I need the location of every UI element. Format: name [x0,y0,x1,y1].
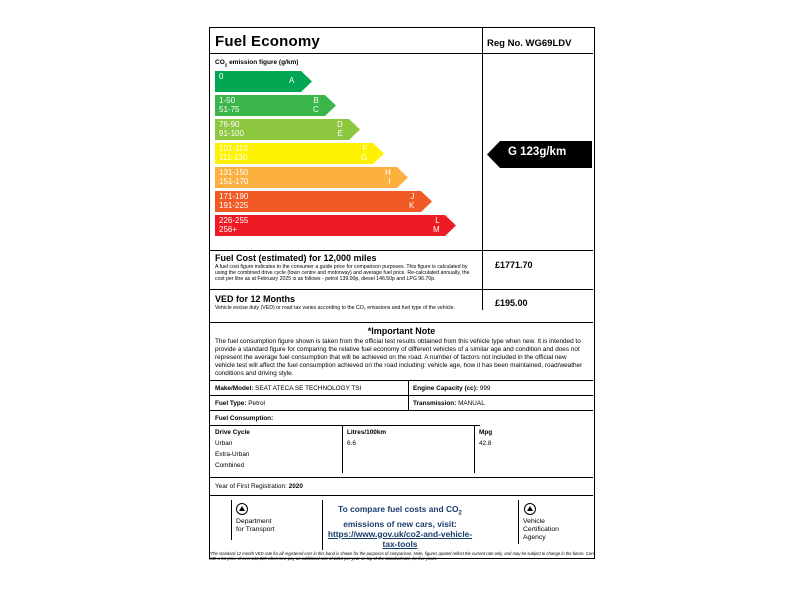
emission-band-5 [215,191,432,210]
divider [210,322,593,323]
col-litres: Litres/100km [347,429,387,436]
divider [210,250,593,251]
ved-heading: VED for 12 Months [215,294,296,304]
row-urban-cycle: Urban [215,440,233,447]
ved-value: £195.00 [495,298,528,308]
row-extra-urban-cycle: Extra-Urban [215,451,250,458]
fuel-cost-value: £1771.70 [495,260,533,270]
emission-band-1 [215,95,336,114]
first-registration-field: Year of First Registration: 2020 [215,483,303,490]
divider [210,380,593,381]
important-note [210,326,593,336]
band-range: 101-110 111-130 [219,144,248,162]
divider [210,395,593,396]
fuel-economy-label [209,27,595,559]
band-range: 131-150 151-170 [219,168,249,186]
row-combined-cycle: Combined [215,462,245,469]
compare-text: To compare fuel costs and $CO_2$ emissions of new cars, visit: https://www.gov.uk/co2-and-vehicle- tax-tools [310,504,490,549]
band-range: 76-90 91-100 [219,120,244,138]
band-range: 0 [219,72,224,81]
dft-name: Department for Transport [236,518,275,533]
col-drive-cycle: Drive Cycle [215,429,250,436]
emission-band-4 [215,167,408,186]
band-letter: D E [337,120,343,138]
emission-band-2 [215,119,360,138]
compare-link-cont[interactable]: tax-tools [382,538,418,549]
vca-logo [512,500,592,550]
emission-band-6 [215,215,456,234]
consumption-heading: Fuel Consumption: [215,415,274,422]
divider [210,289,593,290]
col-mpg: Mpg [479,429,493,436]
band-range: 171-190 191-225 [219,192,249,210]
consumption-table [210,425,593,473]
divider [210,410,593,411]
current-rating-arrow [487,141,592,173]
fuel-cost-heading: Fuel Cost (estimated) for 12,000 miles [215,253,377,263]
vca-name: Vehicle Certification Agency [523,518,559,541]
divider [210,53,593,54]
ved-description: Vehicle excise duty (VED) or road tax varies according to the CO₂ emissions and fuel type of the vehicle. [215,305,455,311]
row-urban-mpg: 42.8 [479,440,492,447]
engine-capacity-field: Engine Capacity (cc): 999 [413,385,491,392]
band-letter: F G [361,144,368,162]
important-note-heading: *Important Note [367,326,436,336]
registration-number: Reg No. WG69LDV [487,38,572,49]
band-letter: A [289,76,295,85]
fuel-cost-description: A fuel cost figure indicates to the consumer a guide price for comparison purposes. This figure is calculated by using the combined drive cycle (town centre and motorway) and average fuel price. Re-calculated annually, the cost per litre as at February 2025 is as follows - petrol 139.00p, diesel 146.50p and LPG 96.70p. [215,264,470,282]
band-letter: B C [313,96,319,114]
footnote: *The standard 12 month VED rate for all registered cars in this band is shown for the purposes of comparison. Note, figures quoted reflect the current rate only, and may be subject to change in the future. Cars with a list price of over £40,000 when new pay an additional rate of £310 per year on top of the standard rate, for five years. [209,551,595,561]
crest-icon [523,502,537,516]
make-model-field: Make/Model: SEAT ATECA SE TECHNOLOGY TSI [215,385,362,392]
fuel-type-field: Fuel Type: Petrol [215,400,265,407]
band-letter: J K [409,192,415,210]
emission-band-3 [215,143,384,162]
crest-icon [235,502,249,516]
band-letter: H I [385,168,391,186]
band-range: 226-255 256+ [219,216,249,234]
dft-logo [217,500,323,550]
divider [210,477,593,478]
band-letter: L M [433,216,440,234]
divider [210,495,593,496]
co2-emission-label: $CO_2$ emission figure (g/km) [215,59,299,68]
divider [482,28,483,310]
compare-link[interactable]: https://www.gov.uk/co2-and-vehicle- [327,528,473,539]
important-note-body: The fuel consumption figure shown is taken from the official test results obtained from this vehicle type when new. It is intended to provide a standard figure for comparing the relative fuel economy of different vehicles of a similar age and condition and does not represent the average fuel consumption that will be achieved on the road. A number of factors not included in the official new vehicle test will affect the fuel consumption achieved on the road including: vehicle age, how it has been maintained, road/weather conditions and driving style. [215,338,583,377]
transmission-field: Transmission: MANUAL [413,400,485,407]
label-title: Fuel Economy [215,33,320,50]
band-range: 1-50 51-75 [219,96,240,114]
row-urban-litres: 6.6 [347,440,356,447]
current-rating-text: G 123g/km [508,146,567,158]
emission-band-0 [215,71,312,90]
